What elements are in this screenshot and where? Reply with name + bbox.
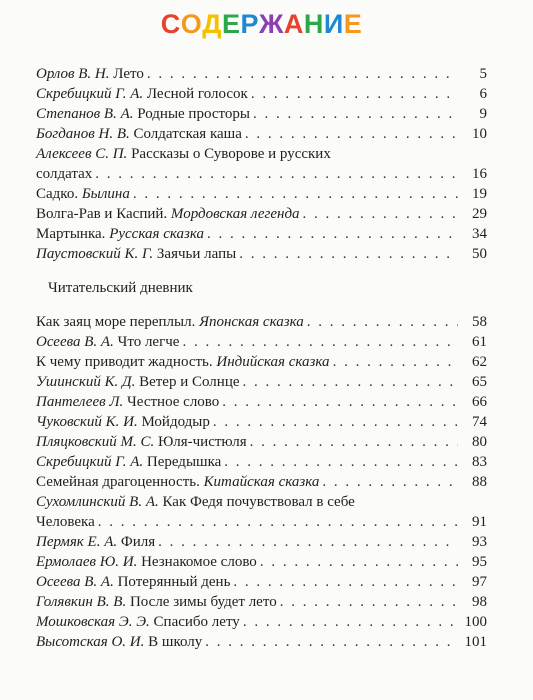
dot-leader	[260, 552, 458, 572]
entry-page-number: 16	[472, 166, 487, 182]
entry-page-number: 34	[472, 226, 487, 242]
entry-page-number: 9	[479, 106, 487, 122]
toc-entry[interactable]	[36, 592, 487, 612]
dot-leader	[245, 124, 458, 144]
entry-text	[36, 472, 319, 492]
title-letter: О	[180, 9, 203, 39]
entry-title: Мойдодыр	[141, 414, 210, 430]
toc-entry[interactable]	[36, 184, 487, 204]
toc-entry[interactable]	[36, 332, 487, 352]
entry-page-number: 58	[472, 314, 487, 330]
entry-page-number: 6	[479, 86, 487, 102]
entry-title: Родные просторы	[137, 106, 250, 122]
entry-title: Спасибо лету	[153, 614, 240, 630]
entry-author: Осеева В. А.	[36, 334, 114, 350]
toc-entry[interactable]	[36, 144, 487, 184]
dot-leader	[280, 592, 458, 612]
toc-entry[interactable]	[36, 124, 487, 144]
toc-entry[interactable]	[36, 352, 487, 372]
toc-entry[interactable]	[36, 392, 487, 412]
dot-leader	[207, 224, 458, 244]
entry-subtitle: Мордовская легенда	[170, 206, 300, 222]
entry-title: Как Федя почувствовал в себе	[162, 494, 355, 510]
toc-entry[interactable]	[36, 452, 487, 472]
entry-title: Как заяц море переплыл.	[36, 314, 196, 330]
dot-leader	[333, 352, 458, 372]
entry-text	[36, 612, 240, 632]
toc-entry[interactable]	[36, 632, 487, 652]
entry-author: Осеева В. А.	[36, 574, 114, 590]
entry-text	[36, 352, 330, 372]
entry-text	[36, 572, 230, 592]
entry-page-number: 98	[472, 594, 487, 610]
entry-title: Солдатская каша	[133, 126, 242, 142]
entry-page-number: 62	[472, 354, 487, 370]
entry-title: Незнакомое слово	[141, 554, 257, 570]
title-letter: Е	[343, 9, 363, 39]
toc-entry[interactable]	[36, 244, 487, 264]
entry-title: Лето	[113, 66, 144, 82]
dot-leader	[158, 532, 458, 552]
entry-author: Высотская О. И.	[36, 634, 145, 650]
toc-entry[interactable]	[36, 204, 487, 224]
entry-text	[36, 632, 202, 652]
entry-author: Голявкин В. В.	[36, 594, 127, 610]
title-letter: Е	[221, 9, 241, 39]
entry-author: Скребицкий Г. А.	[36, 454, 144, 470]
dot-leader	[213, 412, 458, 432]
entry-author: Пермяк Е. А.	[36, 534, 118, 550]
entry-text	[36, 532, 155, 552]
entry-subtitle: Японская сказка	[199, 314, 304, 330]
entry-author: Пляцковский М. С.	[36, 434, 155, 450]
title-letter: Д	[202, 9, 222, 39]
entry-subtitle: Русская сказка	[109, 226, 204, 242]
entry-title: Волга-Рав и Каспий.	[36, 206, 168, 222]
entry-title: Филя	[120, 534, 156, 550]
entry-text	[36, 64, 144, 84]
dot-leader	[251, 84, 458, 104]
entry-text	[36, 224, 204, 244]
toc-entry[interactable]	[36, 472, 487, 492]
entry-text	[36, 244, 236, 264]
entry-author: Орлов В. Н.	[36, 66, 110, 82]
entry-text	[36, 432, 247, 452]
entry-author: Алексеев С. П.	[36, 146, 128, 162]
dot-leader	[224, 452, 458, 472]
entry-page-number: 66	[472, 394, 487, 410]
page-title	[36, 0, 487, 44]
toc-entry[interactable]	[36, 312, 487, 332]
entry-page-number: 50	[472, 246, 487, 262]
entry-text	[36, 84, 248, 104]
entry-page-number: 100	[464, 614, 487, 630]
entry-text	[36, 412, 210, 432]
entry-text	[36, 332, 179, 352]
entry-author: Скребицкий Г. А.	[36, 86, 144, 102]
entry-page-number: 10	[472, 126, 487, 142]
entry-page-number: 61	[472, 334, 487, 350]
entry-text	[36, 124, 242, 144]
entry-title-continued: Человека	[36, 514, 95, 530]
dot-leader	[182, 332, 458, 352]
dot-leader	[233, 572, 458, 592]
entry-page-number: 65	[472, 374, 487, 390]
entry-text	[36, 552, 257, 572]
entry-page-number: 80	[472, 434, 487, 450]
title-letter: Н	[303, 9, 324, 39]
title-letter: Р	[240, 9, 259, 39]
toc-entry[interactable]	[36, 84, 487, 104]
entry-text	[36, 372, 240, 392]
toc-entry[interactable]	[36, 224, 487, 244]
toc-entry[interactable]	[36, 552, 487, 572]
toc-entry[interactable]	[36, 572, 487, 592]
entry-page-number: 93	[472, 534, 487, 550]
title-letter: С	[160, 9, 181, 39]
dot-leader	[253, 104, 458, 124]
toc-entry[interactable]	[36, 412, 487, 432]
dot-leader	[307, 312, 458, 332]
entry-text	[36, 592, 277, 612]
title-letter: И	[323, 9, 344, 39]
entry-subtitle: Китайская сказка	[203, 474, 320, 490]
entry-page-number: 74	[472, 414, 487, 430]
entry-title: Что легче	[117, 334, 180, 350]
dot-leader	[243, 612, 458, 632]
dot-leader	[222, 392, 458, 412]
entry-title: Садко.	[36, 186, 79, 202]
title-letter: А	[283, 9, 304, 39]
entry-author: Богданов Н. В.	[36, 126, 130, 142]
entry-title: После зимы будет лето	[129, 594, 277, 610]
entry-page-number: 88	[472, 474, 487, 490]
entry-title: Честное слово	[127, 394, 220, 410]
contents-list	[36, 64, 487, 264]
toc-entry[interactable]	[36, 492, 487, 532]
entry-title-continued: солдатах	[36, 166, 93, 182]
entry-page-number: 91	[472, 514, 487, 530]
entry-text	[36, 184, 130, 204]
entry-title: Лесной голосок	[146, 86, 248, 102]
entry-page-number: 19	[472, 186, 487, 202]
entry-page-number: 95	[472, 554, 487, 570]
entry-author: Сухомлинский В. А.	[36, 494, 159, 510]
toc-entry[interactable]	[36, 372, 487, 392]
entry-title: Передышка	[146, 454, 222, 470]
toc-entry[interactable]	[36, 532, 487, 552]
entry-title: Заячьи лапы	[156, 246, 237, 262]
entry-page-number: 97	[472, 574, 487, 590]
entry-title: В школу	[148, 634, 203, 650]
entry-title: Мартынка.	[36, 226, 106, 242]
entry-title: К чему приводит жадность.	[36, 354, 213, 370]
entry-author: Степанов В. А.	[36, 106, 134, 122]
section-heading: Читательский дневник	[48, 280, 193, 296]
entry-title: Юля-чистюля	[158, 434, 247, 450]
entry-page-number: 83	[472, 454, 487, 470]
diary-contents-list	[36, 312, 487, 652]
entry-author: Ермолаев Ю. И.	[36, 554, 138, 570]
dot-leader	[322, 472, 458, 492]
entry-text	[36, 392, 219, 412]
entry-author: Паустовский К. Г.	[36, 246, 154, 262]
entry-text	[36, 104, 250, 124]
entry-title: Рассказы о Суворове и русских	[131, 146, 331, 162]
dot-leader	[303, 204, 458, 224]
entry-page-number: 29	[472, 206, 487, 222]
toc-entry[interactable]	[36, 432, 487, 452]
toc-entry[interactable]	[36, 612, 487, 632]
entry-subtitle: Индийская сказка	[216, 354, 330, 370]
entry-page-number: 5	[479, 66, 487, 82]
dot-leader	[98, 512, 458, 532]
dot-leader	[147, 64, 458, 84]
toc-entry[interactable]	[36, 104, 487, 124]
entry-title: Потерянный день	[117, 574, 231, 590]
entry-subtitle: Былина	[81, 186, 130, 202]
entry-author: Мошковская Э. Э.	[36, 614, 150, 630]
entry-page-number: 101	[464, 634, 487, 650]
toc-entry[interactable]	[36, 64, 487, 84]
dot-leader	[243, 372, 458, 392]
entry-title: Ветер и Солнце	[139, 374, 240, 390]
entry-author: Ушинский К. Д.	[36, 374, 136, 390]
entry-text	[36, 204, 300, 224]
dot-leader	[250, 432, 458, 452]
entry-author: Чуковский К. И.	[36, 414, 138, 430]
dot-leader	[133, 184, 458, 204]
dot-leader	[239, 244, 458, 264]
title-letter: Ж	[258, 9, 284, 39]
dot-leader	[205, 632, 458, 652]
entry-title: Семейная драгоценность.	[36, 474, 200, 490]
entry-text	[36, 312, 304, 332]
entry-text	[36, 452, 221, 472]
dot-leader	[95, 164, 458, 184]
entry-author: Пантелеев Л.	[36, 394, 124, 410]
